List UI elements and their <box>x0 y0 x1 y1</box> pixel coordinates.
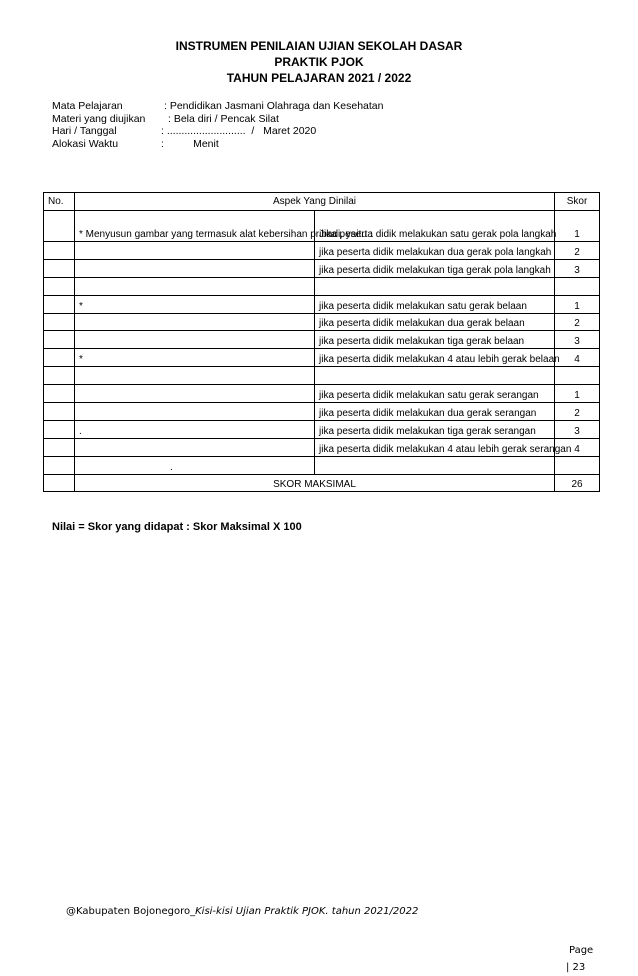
criteria-score: 2 <box>555 403 600 421</box>
meta-time <box>52 138 452 151</box>
criteria-text: jika peserta didik melakukan 4 atau lebih gerak belaan <box>315 349 555 367</box>
meta-block <box>52 100 452 150</box>
criteria-score: 2 <box>555 313 600 331</box>
criteria-text: jika peserta didik melakukan tiga gerak belaan <box>315 331 555 349</box>
criteria-text: jika peserta didik melakukan satu gerak serangan <box>315 385 555 403</box>
max-score-label: SKOR MAKSIMAL <box>75 474 555 492</box>
criteria-text: jika peserta didik melakukan dua gerak belaan <box>315 313 555 331</box>
header-no: No. <box>44 193 75 211</box>
footer-org: @Kabupaten Bojonegoro_ <box>66 906 196 917</box>
meta-subject <box>52 100 452 113</box>
meta-date-label: Hari / Tanggal <box>52 125 117 137</box>
page-label: Page <box>569 945 594 956</box>
meta-subject-label: Mata Pelajaran <box>52 100 123 112</box>
criteria-score: 2 <box>555 242 600 260</box>
criteria-score: 3 <box>555 331 600 349</box>
meta-material-label: Materi yang diujikan <box>52 112 146 125</box>
table-row-empty <box>44 277 600 295</box>
criteria-score: 1 <box>555 211 600 242</box>
bullet-mark: . <box>75 456 315 474</box>
table-row <box>44 331 600 349</box>
table-row-empty <box>44 456 600 474</box>
intro-text: * Menyusun gambar yang termasuk alat kebersihan pribadi, yaitu : <box>75 211 315 242</box>
meta-date <box>52 125 452 138</box>
doc-subtitle: PRAKTIK PJOK <box>274 55 364 69</box>
table-row <box>44 385 600 403</box>
table-row-empty <box>44 367 600 385</box>
total-row <box>44 474 600 492</box>
criteria-score: 4 <box>555 438 600 456</box>
criteria-text: jika peserta didik melakukan 4 atau lebih gerak serangan <box>315 438 555 456</box>
table-row <box>44 420 600 438</box>
criteria-text: jika peserta didik melakukan dua gerak pola langkah <box>315 242 555 260</box>
table-row <box>44 313 600 331</box>
page-number: | 23 <box>566 962 586 973</box>
meta-subject-value: : Pendidikan Jasmani Olahraga dan Kesehatan <box>164 100 384 112</box>
meta-date-value: : ........................... / Maret 2020 <box>161 125 317 137</box>
criteria-text: jika peserta didik melakukan tiga gerak pola langkah <box>315 259 555 277</box>
meta-material <box>52 113 452 126</box>
doc-year: TAHUN PELAJARAN 2021 / 2022 <box>226 71 412 85</box>
criteria-score: 1 <box>555 295 600 313</box>
score-formula: Nilai = Skor yang didapat : Skor Maksimal X 100 <box>52 521 302 533</box>
table-header-row <box>44 193 600 211</box>
page-footer <box>66 906 418 917</box>
criteria-score: 1 <box>555 385 600 403</box>
header-score: Skor <box>555 193 600 211</box>
criteria-score: 3 <box>555 259 600 277</box>
max-score-value: 26 <box>555 474 600 492</box>
table-row <box>44 295 600 313</box>
table-row <box>44 242 600 260</box>
meta-time-value: : Menit <box>161 137 219 150</box>
table-row <box>44 349 600 367</box>
criteria-score: 4 <box>555 349 600 367</box>
bullet-mark: * <box>75 349 315 367</box>
criteria-score: 3 <box>555 420 600 438</box>
criteria-text: jika peserta didik melakukan satu gerak belaan <box>315 295 555 313</box>
assessment-table <box>43 192 600 492</box>
meta-time-label: Alokasi Waktu <box>52 137 119 150</box>
doc-title: INSTRUMEN PENILAIAN UJIAN SEKOLAH DASAR <box>175 39 463 53</box>
bullet-mark: * <box>75 295 315 313</box>
criteria-text: jika peserta didik melakukan dua gerak serangan <box>315 403 555 421</box>
criteria-text: jika peserta didik melakukan tiga gerak serangan <box>315 420 555 438</box>
table-row <box>44 438 600 456</box>
header-aspect: Aspek Yang Dinilai <box>75 193 555 211</box>
table-row <box>44 211 600 242</box>
meta-material-value: : Bela diri / Pencak Silat <box>168 112 279 125</box>
bullet-mark: . <box>75 420 315 438</box>
footer-doc: Kisi-kisi Ujian Praktik PJOK. tahun 2021/2022 <box>195 906 419 917</box>
criteria-text: Jika peserta didik melakukan satu gerak pola langkah <box>315 211 555 242</box>
table-row <box>44 403 600 421</box>
table-row <box>44 259 600 277</box>
